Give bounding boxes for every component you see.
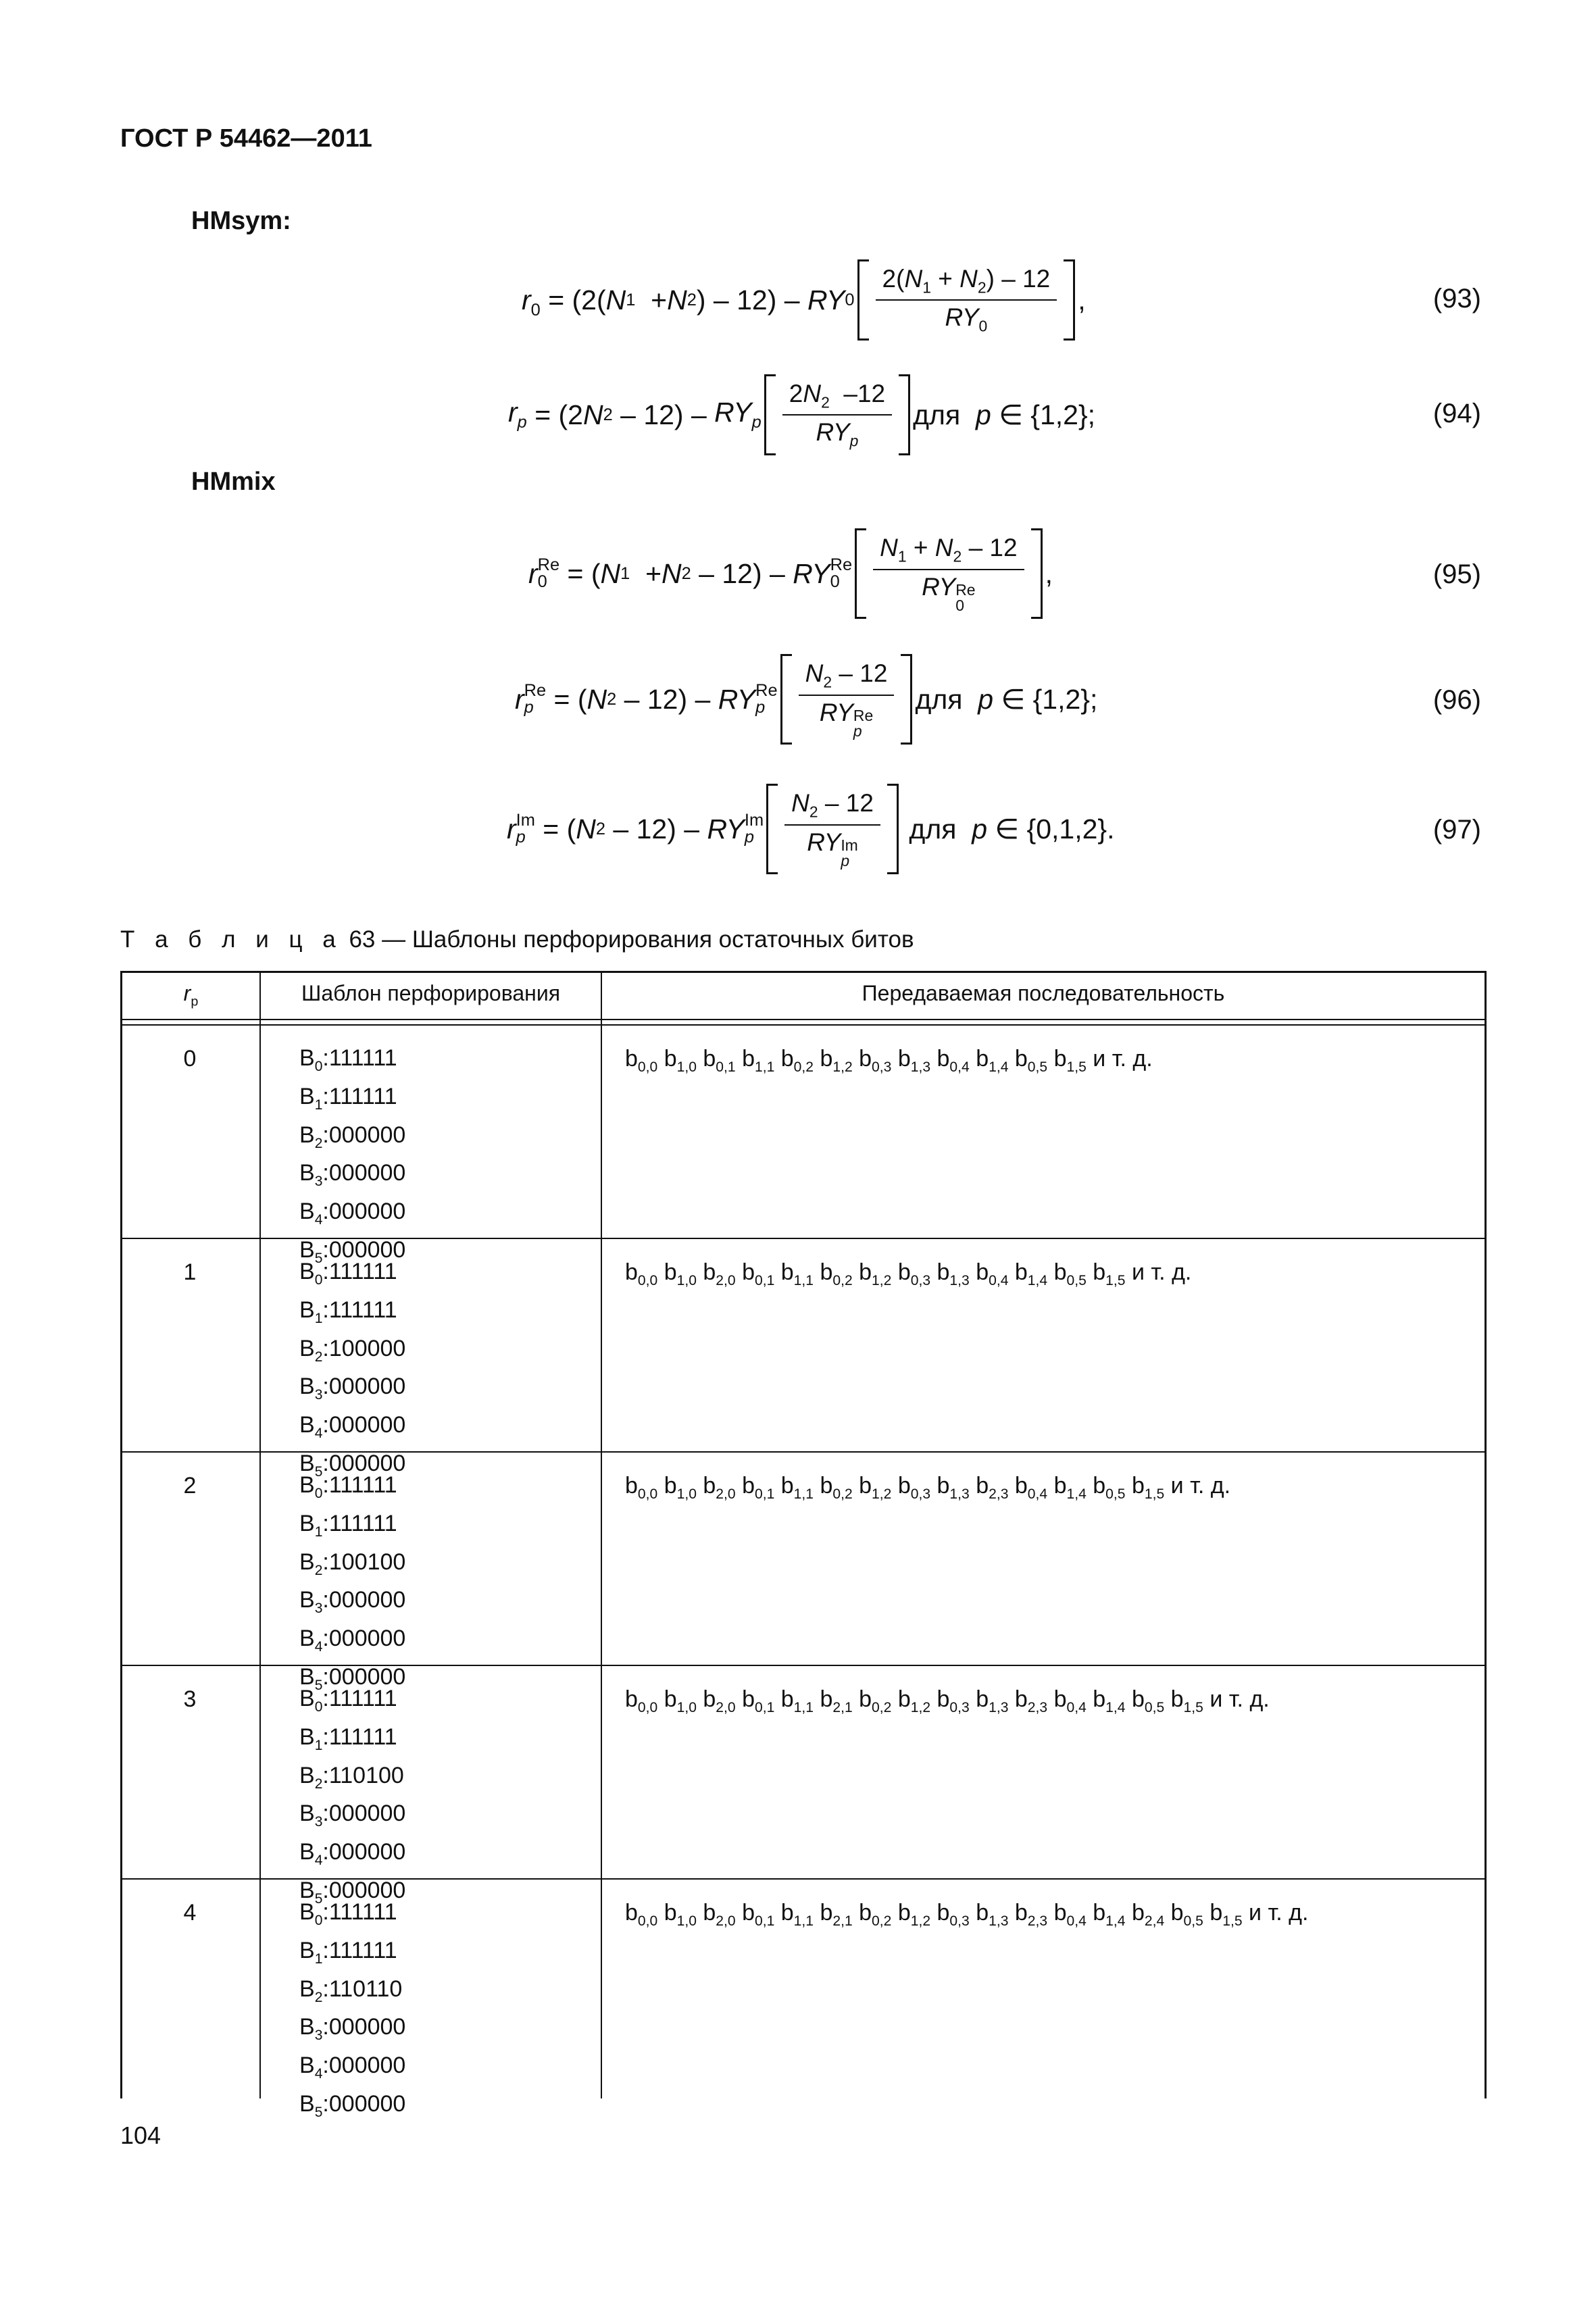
- sequence-bit: $b_{0,2}$: [780, 1046, 814, 1075]
- sequence-bit: $b_{0,1}$: [742, 1259, 775, 1288]
- sequence-bit: $b_{1,3}$: [937, 1473, 970, 1502]
- pattern-line: $B_1:111111$: [299, 1297, 397, 1326]
- sequence-bit: $b_{1,1}$: [780, 1473, 814, 1502]
- row-divider: [122, 1451, 1485, 1453]
- rp-value: 4: [183, 1900, 197, 1926]
- row-divider: [122, 1238, 1485, 1239]
- pattern-line: $B_5:000000$: [299, 1877, 406, 1907]
- set-text: {0,1,2}.: [1026, 813, 1115, 845]
- sequence-bit: $b_{0,2}$: [820, 1259, 853, 1288]
- transmitted-sequence-cell: [625, 1259, 1191, 1289]
- document-header: ГОСТ Р 54462—2011: [120, 124, 372, 153]
- puncture-pattern-cell: [299, 1897, 405, 2128]
- equation-93-body: r $_0$ = (2( N 1 + N 2 ) – 12) – RY 0 $\frac{2(N_1 + N_2) - 12}{RY_0}$ ,: [522, 259, 1086, 341]
- pattern-line: $B_2:000000$: [299, 1122, 406, 1151]
- header-rp: $r_p$: [183, 981, 199, 1009]
- sequence-bit: $b_{1,3}$: [976, 1900, 1009, 1929]
- equation-94-body: $r_p$ = (2 N 2 – 12) – $RY_p$ $\frac{2N_2 -12}{RY_p}$ для p ∈ {1,2};: [508, 374, 1095, 455]
- sequence-bit: $b_{1,0}$: [664, 1686, 697, 1715]
- sequence-bit: $b_{0,1}$: [742, 1473, 775, 1502]
- sequence-bit: $b_{2,0}$: [703, 1473, 736, 1502]
- rp-value: 1: [183, 1259, 197, 1285]
- puncture-pattern-table: [120, 971, 1487, 2120]
- sequence-bit: $b_{0,2}$: [859, 1900, 892, 1929]
- sequence-bit: $b_{1,4}$: [1053, 1473, 1087, 1502]
- sequence-bit: $b_{0,2}$: [820, 1473, 853, 1502]
- pattern-line: $B_4:000000$: [299, 2053, 406, 2082]
- sequence-bit: $b_{0,0}$: [625, 1686, 658, 1715]
- pattern-line: $B_5:000000$: [299, 1450, 406, 1480]
- sequence-bit: $b_{1,5}$: [1053, 1046, 1087, 1075]
- eq93-comma: ,: [1078, 284, 1086, 316]
- equation-95: [0, 530, 1596, 618]
- pattern-line: $B_1:111111$: [299, 1083, 397, 1113]
- sequence-bit: $b_{2,3}$: [1014, 1686, 1048, 1715]
- equation-96-body: r Re p = ( N 2 – 12) – RY Re p $N_2 - 12$ RY Re p для p ∈ {1,2};: [515, 655, 1097, 743]
- sequence-bit: $b_{0,1}$: [742, 1900, 775, 1929]
- equation-number: (93): [1432, 284, 1481, 313]
- pattern-line: $B_1:111111$: [299, 1937, 397, 1967]
- equation-number: (96): [1432, 685, 1481, 715]
- sequence-bit: $b_{1,0}$: [664, 1473, 697, 1502]
- sequence-suffix: и т. д.: [1093, 1046, 1153, 1072]
- sequence-bit: $b_{2,1}$: [820, 1686, 853, 1715]
- equation-93: [0, 259, 1596, 341]
- sequence-bit: $b_{1,4}$: [1093, 1900, 1126, 1929]
- pattern-line: $B_3:000000$: [299, 1801, 406, 1830]
- sequence-bit: $b_{1,5}$: [1093, 1259, 1126, 1288]
- pattern-line: $B_0:111111$: [299, 1686, 397, 1715]
- sequence-bit: $b_{2,0}$: [703, 1686, 736, 1715]
- set-text: {1,2};: [1030, 399, 1096, 430]
- sequence-bit: $b_{0,3}$: [937, 1686, 970, 1715]
- sequence-bit: $b_{0,4}$: [1053, 1900, 1087, 1929]
- table-caption: [120, 926, 914, 953]
- sequence-bit: $b_{2,1}$: [820, 1900, 853, 1929]
- equation-number: (94): [1432, 399, 1481, 428]
- sequence-bit: $b_{0,5}$: [1170, 1900, 1203, 1929]
- sequence-bit: $b_{1,1}$: [780, 1259, 814, 1288]
- section-title-hmsym: HMsym:: [191, 207, 291, 235]
- table-caption-text: 63 — Шаблоны перфорирования остаточных битов: [349, 926, 914, 953]
- sequence-bit: $b_{2,0}$: [703, 1900, 736, 1929]
- row-divider: [122, 1878, 1485, 1880]
- transmitted-sequence-cell: [625, 1900, 1308, 1930]
- dlya-text: для: [915, 683, 963, 715]
- section-title-hmmix: HMmix: [191, 468, 276, 496]
- pattern-line: $B_3:000000$: [299, 1160, 406, 1190]
- row-divider: [122, 1665, 1485, 1666]
- sequence-bit: $b_{0,0}$: [625, 1900, 658, 1929]
- sequence-bit: $b_{1,1}$: [742, 1046, 775, 1075]
- equation-95-body: r Re 0 = ( N 1 + N 2 – 12) – RY Re 0 $N_1 + N_2 - 12$ RY Re 0 ,: [528, 530, 1053, 618]
- sequence-bit: $b_{0,3}$: [859, 1046, 892, 1075]
- sequence-bit: $b_{0,0}$: [625, 1046, 658, 1075]
- sequence-bit: $b_{1,0}$: [664, 1259, 697, 1288]
- sequence-bit: $b_{1,3}$: [976, 1686, 1009, 1715]
- sequence-bit: $b_{1,2}$: [897, 1686, 931, 1715]
- pattern-line: $B_3:000000$: [299, 1587, 406, 1617]
- sequence-bit: $b_{0,0}$: [625, 1259, 658, 1288]
- equation-97: [0, 785, 1596, 873]
- header-divider: [122, 1024, 1485, 1026]
- header-pattern: Шаблон перфорирования: [301, 981, 561, 1005]
- sequence-suffix: и т. д.: [1210, 1686, 1270, 1712]
- sequence-bit: $b_{0,3}$: [937, 1900, 970, 1929]
- pattern-line: $B_1:111111$: [299, 1510, 397, 1540]
- sequence-bit: $b_{0,5}$: [1053, 1259, 1087, 1288]
- sequence-bit: $b_{1,3}$: [897, 1046, 931, 1075]
- sequence-bit: $b_{1,4}$: [976, 1046, 1009, 1075]
- column-divider: [259, 973, 261, 2098]
- pattern-line: $B_2:110100$: [299, 1762, 404, 1792]
- sequence-bit: $b_{1,1}$: [780, 1900, 814, 1929]
- rp-value: 0: [183, 1046, 197, 1072]
- sequence-bit: $b_{2,3}$: [976, 1473, 1009, 1502]
- sequence-bit: $b_{1,2}$: [859, 1473, 892, 1502]
- pattern-line: $B_3:000000$: [299, 2014, 406, 2044]
- set-text: {1,2};: [1032, 683, 1098, 715]
- pattern-line: $B_5:000000$: [299, 1663, 406, 1693]
- sequence-bit: $b_{1,5}$: [1210, 1900, 1243, 1929]
- sequence-bit: $b_{1,2}$: [897, 1900, 931, 1929]
- sequence-bit: $b_{0,4}$: [937, 1046, 970, 1075]
- pattern-line: $B_4:000000$: [299, 1199, 406, 1228]
- pattern-line: $B_2:100100$: [299, 1549, 406, 1578]
- equation-96: [0, 655, 1596, 743]
- page-number: 104: [120, 2121, 161, 2149]
- sequence-bit: $b_{0,2}$: [859, 1686, 892, 1715]
- dlya-text: для: [909, 813, 957, 845]
- sequence-bit: $b_{1,5}$: [1170, 1686, 1203, 1715]
- header-sequence: Передаваемая последовательность: [862, 981, 1225, 1005]
- sequence-bit: $b_{1,5}$: [1131, 1473, 1165, 1502]
- equation-number: (97): [1432, 815, 1481, 845]
- eq95-comma: ,: [1045, 557, 1053, 589]
- sequence-bit: $b_{2,0}$: [703, 1259, 736, 1288]
- sequence-bit: $b_{0,3}$: [897, 1259, 931, 1288]
- sequence-bit: $b_{1,2}$: [859, 1259, 892, 1288]
- sequence-bit: $b_{2,3}$: [1014, 1900, 1048, 1929]
- sequence-bit: $b_{1,2}$: [820, 1046, 853, 1075]
- pattern-line: $B_4:000000$: [299, 1839, 406, 1868]
- sequence-bit: $b_{0,1}$: [742, 1686, 775, 1715]
- sequence-bit: $b_{1,3}$: [937, 1259, 970, 1288]
- sequence-bit: $b_{0,0}$: [625, 1473, 658, 1502]
- sequence-bit: $b_{1,1}$: [780, 1686, 814, 1715]
- pattern-line: $B_3:000000$: [299, 1374, 406, 1403]
- equation-number: (95): [1432, 559, 1481, 589]
- column-divider: [601, 973, 602, 2098]
- sequence-bit: $b_{1,0}$: [664, 1046, 697, 1075]
- sequence-bit: $b_{0,4}$: [976, 1259, 1009, 1288]
- pattern-line: $B_0:111111$: [299, 1259, 397, 1288]
- pattern-line: $B_2:100000$: [299, 1335, 406, 1365]
- sequence-suffix: и т. д.: [1131, 1259, 1192, 1285]
- equation-94: [0, 374, 1596, 455]
- sequence-bit: $b_{1,0}$: [664, 1900, 697, 1929]
- rp-value: 2: [183, 1473, 197, 1499]
- dlya-text: для: [913, 399, 961, 430]
- sequence-bit: $b_{1,4}$: [1014, 1259, 1048, 1288]
- table-caption-prefix: Т а б л и ц а: [120, 926, 343, 953]
- pattern-line: $B_0:111111$: [299, 1472, 397, 1501]
- pattern-line: $B_0:111111$: [299, 1899, 397, 1928]
- transmitted-sequence-cell: [625, 1686, 1270, 1716]
- sequence-suffix: и т. д.: [1249, 1900, 1309, 1926]
- pattern-line: $B_5:000000$: [299, 1236, 406, 1266]
- sequence-bit: $b_{2,4}$: [1131, 1900, 1165, 1929]
- pattern-line: $B_0:111111$: [299, 1045, 397, 1074]
- sequence-bit: $b_{0,5}$: [1131, 1686, 1165, 1715]
- pattern-line: $B_4:000000$: [299, 1412, 406, 1441]
- header-divider: [122, 1019, 1485, 1020]
- sequence-bit: $b_{1,4}$: [1093, 1686, 1126, 1715]
- transmitted-sequence-cell: [625, 1046, 1153, 1076]
- sequence-bit: $b_{0,1}$: [703, 1046, 736, 1075]
- sequence-bit: $b_{0,3}$: [897, 1473, 931, 1502]
- sequence-bit: $b_{0,4}$: [1014, 1473, 1048, 1502]
- equation-97-body: r Im p = ( N 2 – 12) – RY Im p $N_2 - 12$ RY Im p для p ∈ {0,1,2}.: [507, 785, 1114, 873]
- sequence-bit: $b_{0,5}$: [1014, 1046, 1048, 1075]
- transmitted-sequence-cell: [625, 1473, 1230, 1503]
- sequence-suffix: и т. д.: [1170, 1473, 1231, 1499]
- sequence-bit: $b_{0,5}$: [1093, 1473, 1126, 1502]
- pattern-line: $B_2:110110$: [299, 1976, 403, 2005]
- sequence-bit: $b_{0,4}$: [1053, 1686, 1087, 1715]
- pattern-line: $B_5:000000$: [299, 2090, 406, 2120]
- rp-value: 3: [183, 1686, 197, 1712]
- pattern-line: $B_1:111111$: [299, 1724, 397, 1753]
- pattern-line: $B_4:000000$: [299, 1626, 406, 1655]
